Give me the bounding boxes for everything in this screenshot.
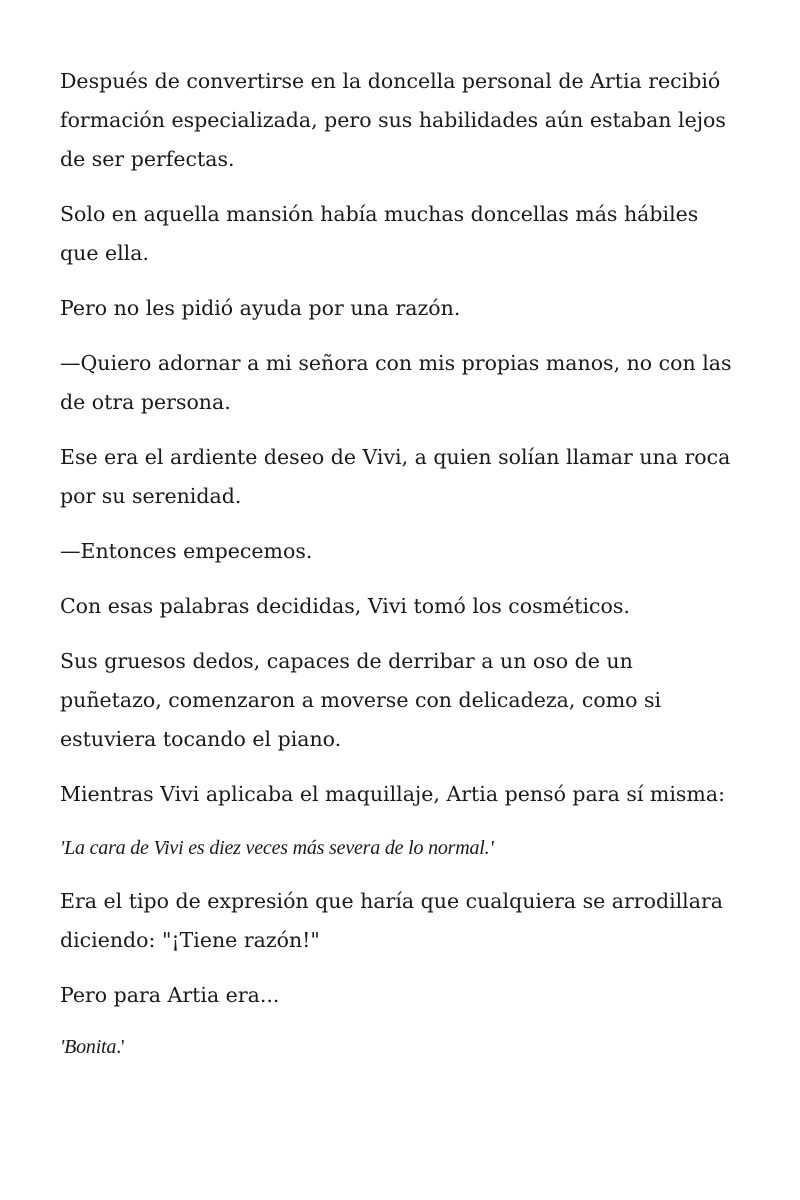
paragraph: Pero para Artia era... (60, 983, 280, 1007)
paragraph: Con esas palabras decididas, Vivi tomó los cosméticos. (60, 594, 630, 618)
inner-thought: 'La cara de Vivi es diez veces más severa de lo normal.' (60, 837, 494, 859)
dialogue-line: —Entonces empecemos. (60, 539, 313, 563)
paragraph: Después de convertirse en la doncella personal de Artia recibió formación especializada, pero sus habilidades aún estaban lejos de ser perfectas. (60, 69, 726, 171)
paragraph: Pero no les pidió ayuda por una razón. (60, 296, 461, 320)
paragraph: Era el tipo de expresión que haría que cualquiera se arrodillara diciendo: "¡Tiene razón!" (60, 889, 723, 952)
paragraph: Sus gruesos dedos, capaces de derribar a un oso de un puñetazo, comenzaron a moverse con delicadeza, como si estuviera tocando el piano. (60, 649, 662, 751)
paragraph: Ese era el ardiente deseo de Vivi, a quien solían llamar una roca por su serenidad. (60, 445, 731, 508)
dialogue-line: —Quiero adornar a mi señora con mis propias manos, no con las de otra persona. (60, 351, 732, 414)
inner-thought-suffix: .' (116, 1036, 125, 1058)
text-body (60, 62, 740, 1081)
inner-thought-text: 'Bonita (60, 1036, 117, 1058)
inner-thought (60, 1029, 740, 1065)
paragraph: Mientras Vivi aplicaba el maquillaje, Artia pensó para sí misma: (60, 782, 725, 806)
paragraph: Solo en aquella mansión había muchas doncellas más hábiles que ella. (60, 202, 699, 265)
